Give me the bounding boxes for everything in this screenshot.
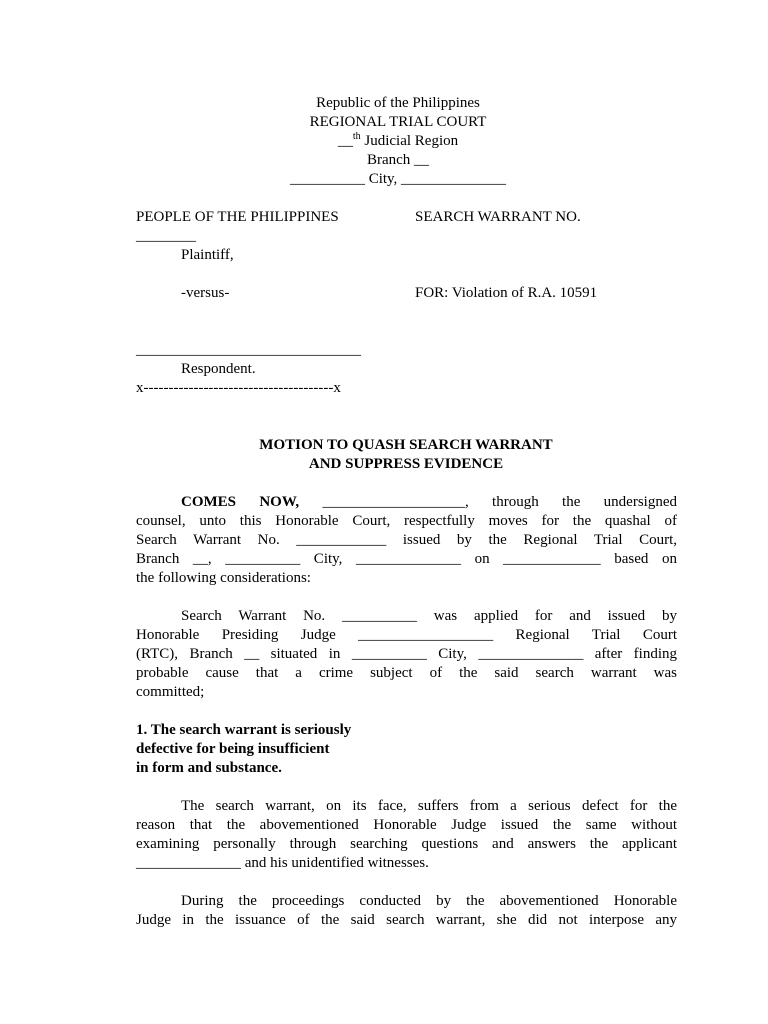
paragraph2-line5: committed; xyxy=(136,684,205,700)
versus-label: -versus- xyxy=(181,285,230,301)
caption-region-blank: __ xyxy=(337,133,353,149)
paragraph3-line2: reason that the abovementioned Honorable Judge issued the same without xyxy=(136,817,677,833)
paragraph4-line1: During the proceedings conducted by the abovementioned Honorable xyxy=(181,893,677,909)
paragraph2-line3: (RTC), Branch __ situated in __________ City, ______________ after finding xyxy=(136,646,677,662)
caption-republic: Republic of the Philippines xyxy=(316,95,480,111)
search-warrant-blank: ________ xyxy=(136,228,196,244)
paragraph1-line3: Search Warrant No. ____________ issued by the Regional Trial Court, xyxy=(136,532,677,548)
caption-separator: x--------------------------------------x xyxy=(136,380,341,396)
paragraph1-line1-rest: ___________________, through the undersigned xyxy=(299,494,677,510)
caption-branch: Branch __ xyxy=(366,152,430,168)
paragraph2-line1: Search Warrant No. __________ was applied for and issued by xyxy=(181,608,677,624)
caption-court: REGIONAL TRIAL COURT xyxy=(309,114,487,130)
paragraph3-line3: examining personally through searching questions and answers the applicant xyxy=(136,836,677,852)
paragraph1-line1 xyxy=(181,493,677,512)
caption-region-text: Judicial Region xyxy=(360,133,459,149)
caption-region-ordinal: th xyxy=(352,131,361,142)
caption-city: __________ City, ______________ xyxy=(289,171,507,187)
heading1-line2: defective for being insufficient xyxy=(136,741,330,757)
motion-title-line2: AND SUPPRESS EVIDENCE xyxy=(308,456,504,472)
paragraph3-line1: The search warrant, on its face, suffers from a serious defect for the xyxy=(181,798,677,814)
paragraph2-line2: Honorable Presiding Judge __________________ Regional Trial Court xyxy=(136,627,677,643)
paragraph3-line4: ______________ and his unidentified witnesses. xyxy=(136,855,429,871)
respondent-role: Respondent. xyxy=(181,361,256,377)
plaintiff-name: PEOPLE OF THE PHILIPPINES xyxy=(136,209,339,225)
caption-region xyxy=(0,132,768,151)
search-warrant-label: SEARCH WARRANT NO. xyxy=(415,209,581,225)
paragraph1-line2: counsel, unto this Honorable Court, respectfully moves for the quashal of xyxy=(136,513,677,529)
paragraph4-line2: Judge in the issuance of the said search warrant, she did not interpose any xyxy=(136,912,677,928)
paragraph1-line4: Branch __, __________ City, ______________ on _____________ based on xyxy=(136,551,677,567)
heading1-line3: in form and substance. xyxy=(136,760,282,776)
comes-now-lead: COMES NOW, xyxy=(181,494,300,510)
violation-label: FOR: Violation of R.A. 10591 xyxy=(415,285,598,301)
plaintiff-role: Plaintiff, xyxy=(181,247,234,263)
paragraph1-line5: the following considerations: xyxy=(136,570,311,586)
heading1-line1: 1. The search warrant is seriously xyxy=(136,722,352,738)
respondent-blank: ______________________________ xyxy=(136,342,361,358)
paragraph2-line4: probable cause that a crime subject of the said search warrant was xyxy=(136,665,677,681)
motion-title-line1: MOTION TO QUASH SEARCH WARRANT xyxy=(259,437,553,453)
